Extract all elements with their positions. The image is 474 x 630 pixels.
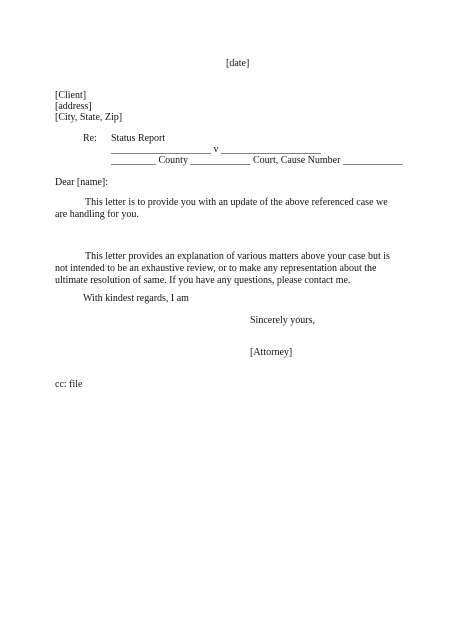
re-subject: Status Report (111, 133, 166, 144)
closing-intro: With kindest regards, I am (83, 293, 189, 304)
recipient-client: [Client] (55, 90, 87, 101)
paragraph-update: This letter is to provide you with an update of the above referenced case we are handling for you. (55, 197, 388, 220)
salutation: Dear [name]: (55, 177, 109, 188)
letter-date: [date] (226, 58, 250, 69)
closing: Sincerely yours, (250, 315, 315, 326)
cc-line: cc: file (55, 379, 83, 390)
recipient-city-state-zip: [City, State, Zip] (55, 112, 123, 123)
paragraph-explanation: This letter provides an explanation of various matters above your case but is not intended to be an exhaustive review, or to make any representation about the ultimate resolution of same. If you have any questions, please contact me. (55, 251, 390, 286)
re-court-line: _________ County ____________ Court, Cause Number ____________ (111, 155, 403, 166)
signature: [Attorney] (250, 347, 293, 358)
re-case-line: ____________________ v ____________________ (111, 144, 321, 155)
recipient-address: [address] (55, 101, 92, 112)
re-label: Re: (83, 133, 97, 144)
